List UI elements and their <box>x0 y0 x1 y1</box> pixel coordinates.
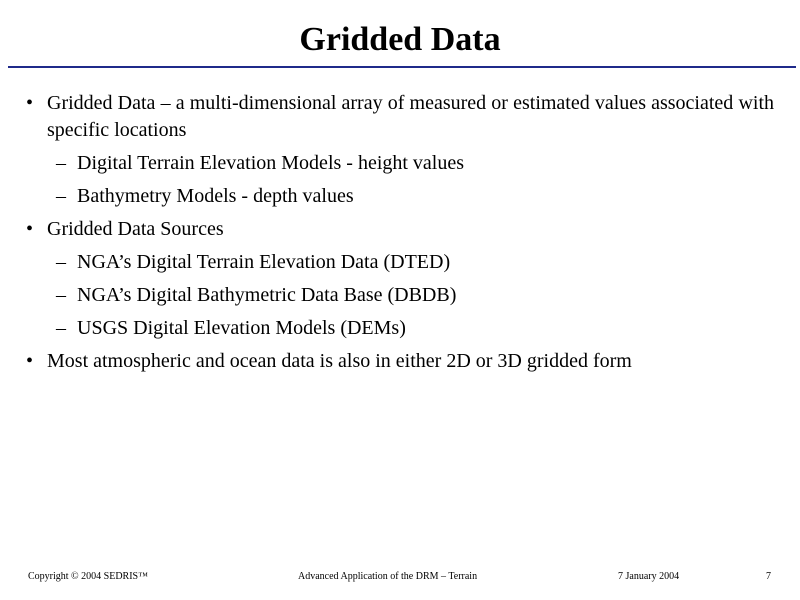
bullet-dot-icon: • <box>26 350 34 372</box>
slide-body <box>26 90 774 381</box>
sub-bullet-text: NGA’s Digital Terrain Elevation Data (DTED) <box>77 251 451 273</box>
sub-bullet-text: NGA’s Digital Bathymetric Data Base (DBDB) <box>77 284 457 306</box>
bullet-text: Most atmospheric and ocean data is also in either 2D or 3D gridded form <box>47 350 632 372</box>
bullet-item <box>26 216 774 243</box>
bullet-item <box>26 348 774 375</box>
bullet-text: Gridded Data – a multi-dimensional array of measured or estimated values associated with specific locations <box>47 92 774 141</box>
footer-presentation-title: Advanced Application of the DRM – Terrain <box>298 571 478 582</box>
title-divider <box>8 66 796 68</box>
sub-bullet-item <box>26 150 774 177</box>
dash-icon: – <box>56 284 66 306</box>
sub-bullet-item <box>26 315 774 342</box>
footer-page-number: 7 <box>766 571 771 582</box>
sub-bullet-text: USGS Digital Elevation Models (DEMs) <box>77 317 406 339</box>
footer-copyright: Copyright © 2004 SEDRIS™ <box>28 571 148 582</box>
sub-bullet-text: Bathymetry Models - depth values <box>77 185 354 207</box>
dash-icon: – <box>56 317 66 339</box>
bullet-text: Gridded Data Sources <box>47 218 224 240</box>
dash-icon: – <box>56 185 66 207</box>
bullet-dot-icon: • <box>26 218 34 240</box>
sub-bullet-item <box>26 183 774 210</box>
dash-icon: – <box>56 251 66 273</box>
sub-bullet-item <box>26 282 774 309</box>
dash-icon: – <box>56 152 66 174</box>
sub-bullet-text: Digital Terrain Elevation Models - height values <box>77 152 465 174</box>
footer-date: 7 January 2004 <box>618 571 680 582</box>
sub-bullet-item <box>26 249 774 276</box>
slide-title: Gridded Data <box>299 21 501 58</box>
bullet-dot-icon: • <box>26 92 34 114</box>
bullet-item <box>26 90 774 144</box>
